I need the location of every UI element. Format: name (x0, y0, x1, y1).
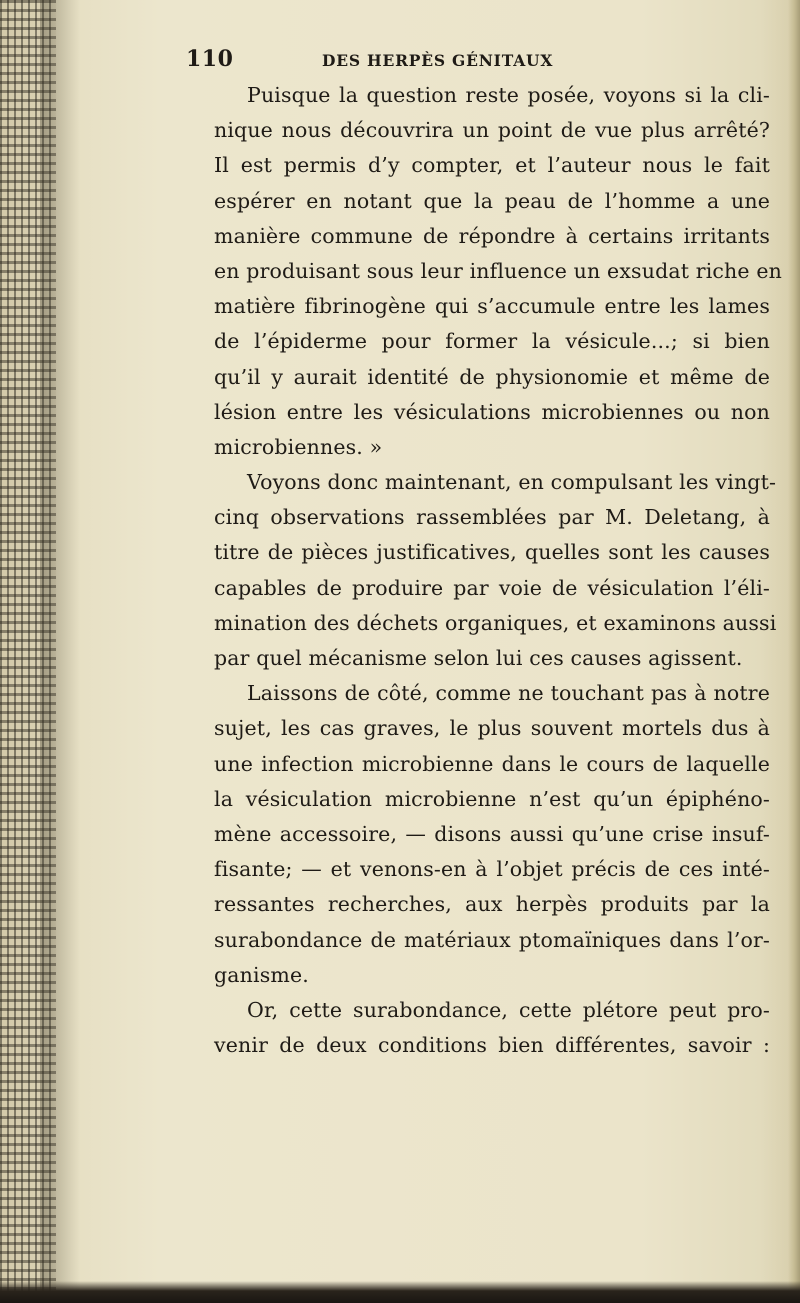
gutter-shadow (40, 0, 80, 1303)
text-line: Puisque la question reste posée, voyons si la cli- (247, 83, 770, 107)
text-line: nique nous découvrira un point de vue plus arrêté? (214, 118, 770, 143)
text-line: par quel mécanisme selon lui ces causes agissent. (214, 646, 743, 670)
page-number: 110 (186, 46, 234, 72)
text-line: capables de produire par voie de vésiculation l’éli- (214, 575, 770, 600)
page-header (186, 46, 772, 72)
text-line: matière fibrinogène qui s’accumule entre les lames (214, 294, 770, 319)
text-line: qu’il y aurait identité de physionomie et même de (214, 364, 770, 389)
text-line: manière commune de répondre à certains irritants (214, 223, 770, 248)
text-line: Il est permis d’y compter, et l’auteur nous le fait (214, 153, 770, 178)
text-line: cinq observations rassemblées par M. Deletang, à (214, 505, 770, 530)
running-head: DES HERPÈS GÉNITAUX (322, 51, 554, 70)
text-line: une infection microbienne dans le cours de laquelle (214, 751, 770, 776)
text-line: sujet, les cas graves, le plus souvent mortels dus à (214, 716, 770, 741)
text-line: venir de deux conditions bien différentes, savoir : (214, 1033, 770, 1058)
page-edge (788, 0, 800, 1303)
text-line: titre de pièces justificatives, quelles sont les causes (214, 540, 770, 565)
text-line: lésion entre les vésiculations microbiennes ou non (214, 399, 770, 424)
text-line: fisante; — et venons-en à l’objet précis de ces inté- (214, 857, 770, 882)
text-line: Laissons de côté, comme ne touchant pas à notre (247, 681, 770, 706)
text-line: la vésiculation microbienne n’est qu’un épiphéno- (214, 786, 770, 811)
text-line: Voyons donc maintenant, en compulsant les vingt- (247, 470, 777, 495)
text-line: mination des déchets organiques, et examinons aussi (214, 610, 777, 635)
text-line: surabondance de matériaux ptomaïniques dans l’or- (214, 927, 770, 952)
text-line: espérer en notant que la peau de l’homme a une (214, 188, 770, 213)
text-line: microbiennes. » (214, 434, 383, 459)
bottom-shadow (0, 1281, 800, 1303)
text-line: mène accessoire, — disons aussi qu’une crise insuf- (214, 821, 770, 846)
text-line: ganisme. (214, 962, 309, 987)
text-line: ressantes recherches, aux herpès produits par la (214, 892, 770, 917)
text-line: de l’épiderme pour former la vésicule...; si bien (214, 329, 770, 354)
text-line: en produisant sous leur influence un exsudat riche en (214, 258, 782, 283)
text-line: Or, cette surabondance, cette plétore peut pro- (247, 997, 770, 1022)
body-text (214, 78, 782, 1063)
